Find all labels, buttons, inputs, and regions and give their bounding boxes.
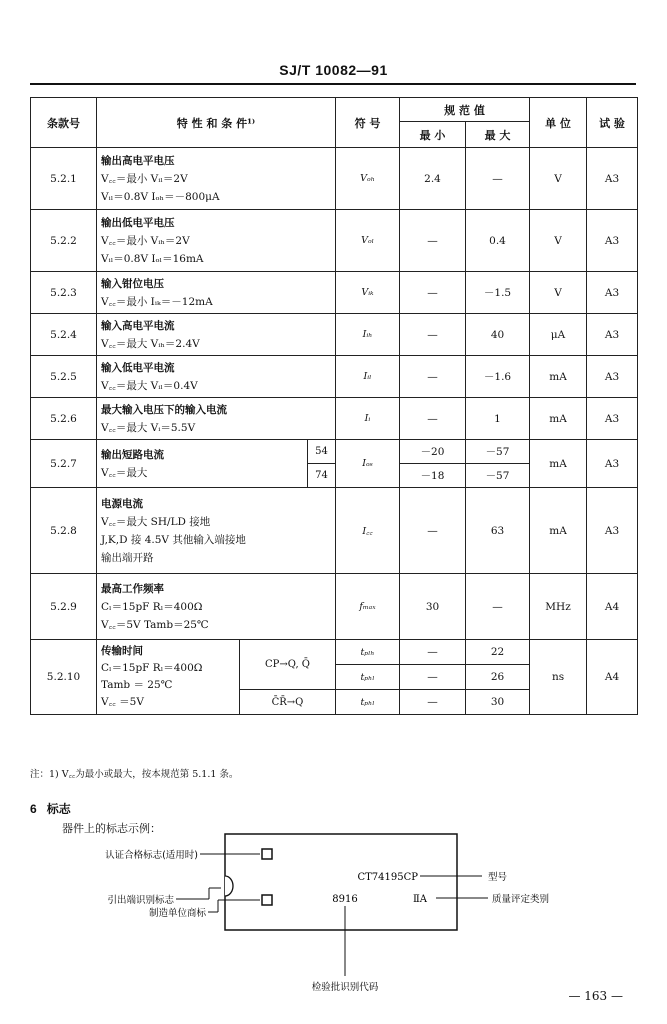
test-group: A4 xyxy=(587,574,638,640)
section-title: 标志 xyxy=(46,802,71,816)
symbol: tₚₗₕ xyxy=(336,640,400,665)
min-value: — xyxy=(400,690,466,715)
condition-line: V꜀꜀＝最小 Vᵢₗ＝2V xyxy=(101,172,188,185)
head-max: 最 大 xyxy=(466,122,530,148)
condition-cell xyxy=(97,640,240,715)
clause-number: 5.2.2 xyxy=(31,210,97,272)
max-value: — xyxy=(466,574,530,640)
marking-subtitle: 器件上的标志示例： xyxy=(62,822,161,835)
clause-number: 5.2.1 xyxy=(31,148,97,210)
min-value: — xyxy=(400,665,466,690)
path-cp-q: CP→Q, Q̄ xyxy=(240,640,336,690)
test-group: A4 xyxy=(587,640,638,715)
grade-code: ⅡA xyxy=(412,894,428,905)
clause-number: 5.2.9 xyxy=(31,574,97,640)
table-row xyxy=(31,440,638,464)
test-group: A3 xyxy=(587,440,638,488)
grade-label: 质量评定类别 xyxy=(492,894,550,905)
symbol: Iᵢ xyxy=(336,398,400,440)
condition-line: V꜀꜀＝最大 Vᵢₗ＝0.4V xyxy=(101,379,198,392)
standard-header: SJ/T 10082—91 xyxy=(279,62,388,78)
page-number: — 163 — xyxy=(568,989,623,1003)
package-outline xyxy=(225,834,457,930)
condition-line: Vᵢₗ＝0.8V Iₒₗ＝16mA xyxy=(101,252,204,265)
symbol: tₚₕₗ xyxy=(336,690,400,715)
marking-diagram xyxy=(0,830,667,1000)
max-value: －57 xyxy=(466,440,530,464)
condition-line: V꜀꜀＝最小 Iᵢₖ＝－12mA xyxy=(101,295,213,308)
condition-cell xyxy=(97,210,336,272)
condition-title: 输出高电平电压 xyxy=(101,154,175,167)
symbol: fₘₐₓ xyxy=(336,574,400,640)
table-row xyxy=(31,314,638,356)
lot-code: 8916 xyxy=(332,894,358,905)
condition-line: Tamb ＝ 25℃ xyxy=(101,679,173,691)
condition-cell xyxy=(97,272,336,314)
spec-table xyxy=(30,97,638,715)
symbol: Iᵢₗ xyxy=(336,356,400,398)
head-spec: 规 范 值 xyxy=(400,98,530,122)
condition-line: V꜀꜀＝最大 SH/LD 接地 xyxy=(101,515,211,528)
trademark-square-icon xyxy=(262,895,272,905)
condition-cell xyxy=(97,398,336,440)
head-condition: 特 性 和 条 件¹⁾ xyxy=(97,98,336,148)
min-value: — xyxy=(400,272,466,314)
clause-number: 5.2.7 xyxy=(31,440,97,488)
symbol: tₚₕₗ xyxy=(336,665,400,690)
table-row xyxy=(31,398,638,440)
path-cr-q: C̄R̄→Q xyxy=(240,690,336,715)
max-value: 1 xyxy=(466,398,530,440)
table-row xyxy=(31,356,638,398)
section-number: 6 xyxy=(30,802,37,816)
table-row xyxy=(31,148,638,210)
head-symbol: 符 号 xyxy=(336,98,400,148)
head-test: 试 验 xyxy=(587,98,638,148)
condition-line: V꜀꜀＝最大 xyxy=(101,466,148,479)
condition-cell xyxy=(97,440,308,488)
clause-number: 5.2.10 xyxy=(31,640,97,715)
min-value: －20 xyxy=(400,440,466,464)
test-group: A3 xyxy=(587,356,638,398)
test-group: A3 xyxy=(587,272,638,314)
max-value: －1.5 xyxy=(466,272,530,314)
unit: V xyxy=(530,210,587,272)
min-value: — xyxy=(400,640,466,665)
symbol: Vₒₗ xyxy=(336,210,400,272)
min-value: －18 xyxy=(400,464,466,488)
condition-line: V꜀꜀＝最小 Vᵢₕ＝2V xyxy=(101,234,190,247)
head-min: 最 小 xyxy=(400,122,466,148)
unit: μA xyxy=(530,314,587,356)
condition-line: Cₗ＝15pF Rₗ＝400Ω xyxy=(101,662,203,674)
max-value: 30 xyxy=(466,690,530,715)
condition-title: 输入低电平电流 xyxy=(101,361,175,374)
condition-title: 输入钳位电压 xyxy=(101,277,164,290)
footnote: 注：1) V꜀꜀为最小或最大，按本规范第 5.1.1 条。 xyxy=(30,769,239,780)
min-value: 2.4 xyxy=(400,148,466,210)
condition-title: 输入高电平电流 xyxy=(101,319,175,332)
min-value: 30 xyxy=(400,574,466,640)
max-value: — xyxy=(466,148,530,210)
clause-number: 5.2.8 xyxy=(31,488,97,574)
clause-number: 5.2.6 xyxy=(31,398,97,440)
lot-label: 检验批识别代码 xyxy=(311,982,379,993)
unit: mA xyxy=(530,398,587,440)
type-label: 型号 xyxy=(488,872,508,883)
unit: V xyxy=(530,272,587,314)
symbol: Iᵢₕ xyxy=(336,314,400,356)
table-row xyxy=(31,640,638,665)
cert-square-icon xyxy=(262,849,272,859)
condition-cell xyxy=(97,488,336,574)
symbol: Vᵢₖ xyxy=(336,272,400,314)
clause-number: 5.2.4 xyxy=(31,314,97,356)
condition-line: Cₗ＝15pF Rₗ＝400Ω xyxy=(101,600,203,613)
condition-line: V꜀꜀＝最大 Vᵢₕ＝2.4V xyxy=(101,337,200,350)
section-heading xyxy=(30,800,71,817)
condition-line: V꜀꜀＝5V Tamb＝25℃ xyxy=(101,618,209,631)
condition-line: V꜀꜀ ＝5V xyxy=(101,696,144,708)
head-unit: 单 位 xyxy=(530,98,587,148)
condition-title: 电源电流 xyxy=(101,497,143,510)
unit: mA xyxy=(530,356,587,398)
unit: MHz xyxy=(530,574,587,640)
test-group: A3 xyxy=(587,148,638,210)
series-74: 74 xyxy=(308,464,336,488)
max-value: 26 xyxy=(466,665,530,690)
header-rule xyxy=(30,83,636,85)
max-value: 0.4 xyxy=(466,210,530,272)
part-number: CT74195CP xyxy=(357,872,418,883)
min-value: — xyxy=(400,488,466,574)
symbol: Iₒₛ xyxy=(336,440,400,488)
max-value: 63 xyxy=(466,488,530,574)
condition-cell xyxy=(97,314,336,356)
unit: V xyxy=(530,148,587,210)
max-value: 22 xyxy=(466,640,530,665)
test-group: A3 xyxy=(587,210,638,272)
min-value: — xyxy=(400,398,466,440)
cert-label: 认证合格标志(适用时) xyxy=(105,850,198,861)
condition-line: J,K,D 接 4.5V 其他输入端接地 xyxy=(101,533,246,546)
unit: mA xyxy=(530,440,587,488)
condition-cell xyxy=(97,148,336,210)
test-group: A3 xyxy=(587,488,638,574)
condition-cell xyxy=(97,574,336,640)
unit: ns xyxy=(530,640,587,715)
head-clause: 条款号 xyxy=(31,98,97,148)
clause-number: 5.2.5 xyxy=(31,356,97,398)
condition-line: V꜀꜀＝最大 Vᵢ＝5.5V xyxy=(101,421,196,434)
table-row xyxy=(31,574,638,640)
max-value: －57 xyxy=(466,464,530,488)
condition-cell xyxy=(97,356,336,398)
max-value: 40 xyxy=(466,314,530,356)
condition-title: 传输时间 xyxy=(101,645,143,657)
condition-title: 最高工作频率 xyxy=(101,582,164,595)
test-group: A3 xyxy=(587,398,638,440)
test-group: A3 xyxy=(587,314,638,356)
table-row xyxy=(31,488,638,574)
symbol: I꜀꜀ xyxy=(336,488,400,574)
min-value: — xyxy=(400,210,466,272)
pin-label: 引出端识别标志 xyxy=(107,895,174,906)
min-value: — xyxy=(400,356,466,398)
max-value: －1.6 xyxy=(466,356,530,398)
series-54: 54 xyxy=(308,440,336,464)
unit: mA xyxy=(530,488,587,574)
condition-line: 输出端开路 xyxy=(101,551,154,564)
condition-title: 输出短路电流 xyxy=(101,448,164,461)
symbol: Vₒₕ xyxy=(336,148,400,210)
table-row xyxy=(31,272,638,314)
condition-title: 输出低电平电压 xyxy=(101,216,175,229)
min-value: — xyxy=(400,314,466,356)
clause-number: 5.2.3 xyxy=(31,272,97,314)
pin-notch xyxy=(225,876,233,896)
condition-title: 最大输入电压下的输入电流 xyxy=(101,403,227,416)
mfr-label: 制造单位商标 xyxy=(148,908,206,919)
table-row xyxy=(31,210,638,272)
condition-line: Vᵢₗ＝0.8V Iₒₕ＝－800μA xyxy=(101,190,220,203)
